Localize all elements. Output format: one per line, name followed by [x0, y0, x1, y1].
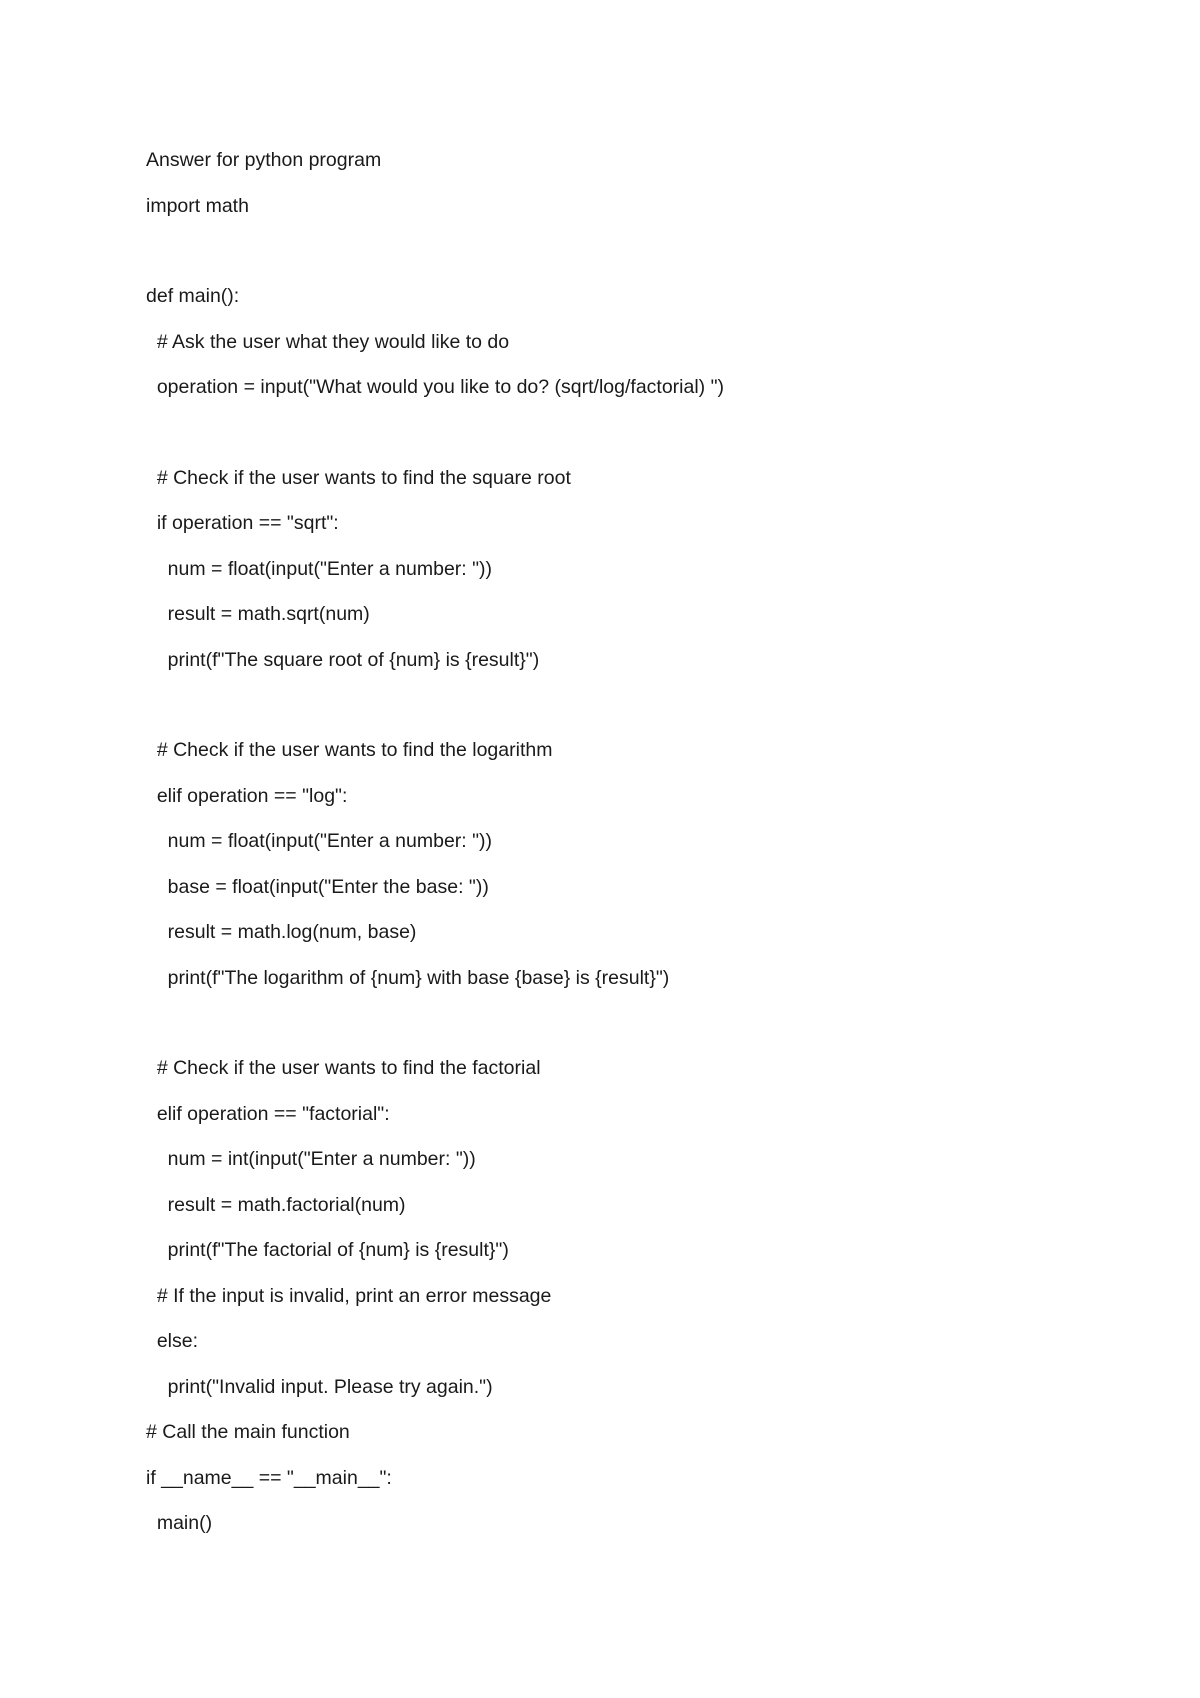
- document-heading: Answer for python program: [146, 149, 382, 171]
- code-line: if operation == "sqrt":: [146, 512, 339, 534]
- code-line: print("Invalid input. Please try again."): [146, 1376, 493, 1398]
- code-line: result = math.factorial(num): [146, 1194, 406, 1216]
- code-line: main(): [146, 1512, 213, 1534]
- code-line: print(f"The logarithm of {num} with base {base} is {result}"): [146, 967, 670, 989]
- code-line: elif operation == "factorial":: [146, 1103, 390, 1125]
- code-line: result = math.sqrt(num): [146, 603, 370, 625]
- code-line: num = float(input("Enter a number: ")): [146, 830, 493, 852]
- code-line: num = float(input("Enter a number: ")): [146, 558, 493, 580]
- code-line: print(f"The square root of {num} is {result}"): [146, 649, 540, 671]
- code-line: if __name__ == "__main__":: [146, 1467, 392, 1489]
- code-line: operation = input("What would you like to do? (sqrt/log/factorial) "): [146, 376, 725, 398]
- code-line: def main():: [146, 285, 240, 307]
- code-comment: # Ask the user what they would like to do: [146, 331, 510, 353]
- code-comment: # Check if the user wants to find the logarithm: [146, 739, 553, 761]
- code-line: print(f"The factorial of {num} is {result}"): [146, 1239, 509, 1261]
- code-comment: # Check if the user wants to find the factorial: [146, 1057, 541, 1079]
- code-line: elif operation == "log":: [146, 785, 348, 807]
- code-line: import math: [146, 195, 249, 217]
- code-line: else:: [146, 1330, 199, 1352]
- code-line: result = math.log(num, base): [146, 921, 417, 943]
- code-comment: # If the input is invalid, print an error message: [146, 1285, 552, 1307]
- code-line: base = float(input("Enter the base: ")): [146, 876, 489, 898]
- code-comment: # Call the main function: [146, 1421, 350, 1443]
- code-line: num = int(input("Enter a number: ")): [146, 1148, 476, 1170]
- code-comment: # Check if the user wants to find the square root: [146, 467, 571, 489]
